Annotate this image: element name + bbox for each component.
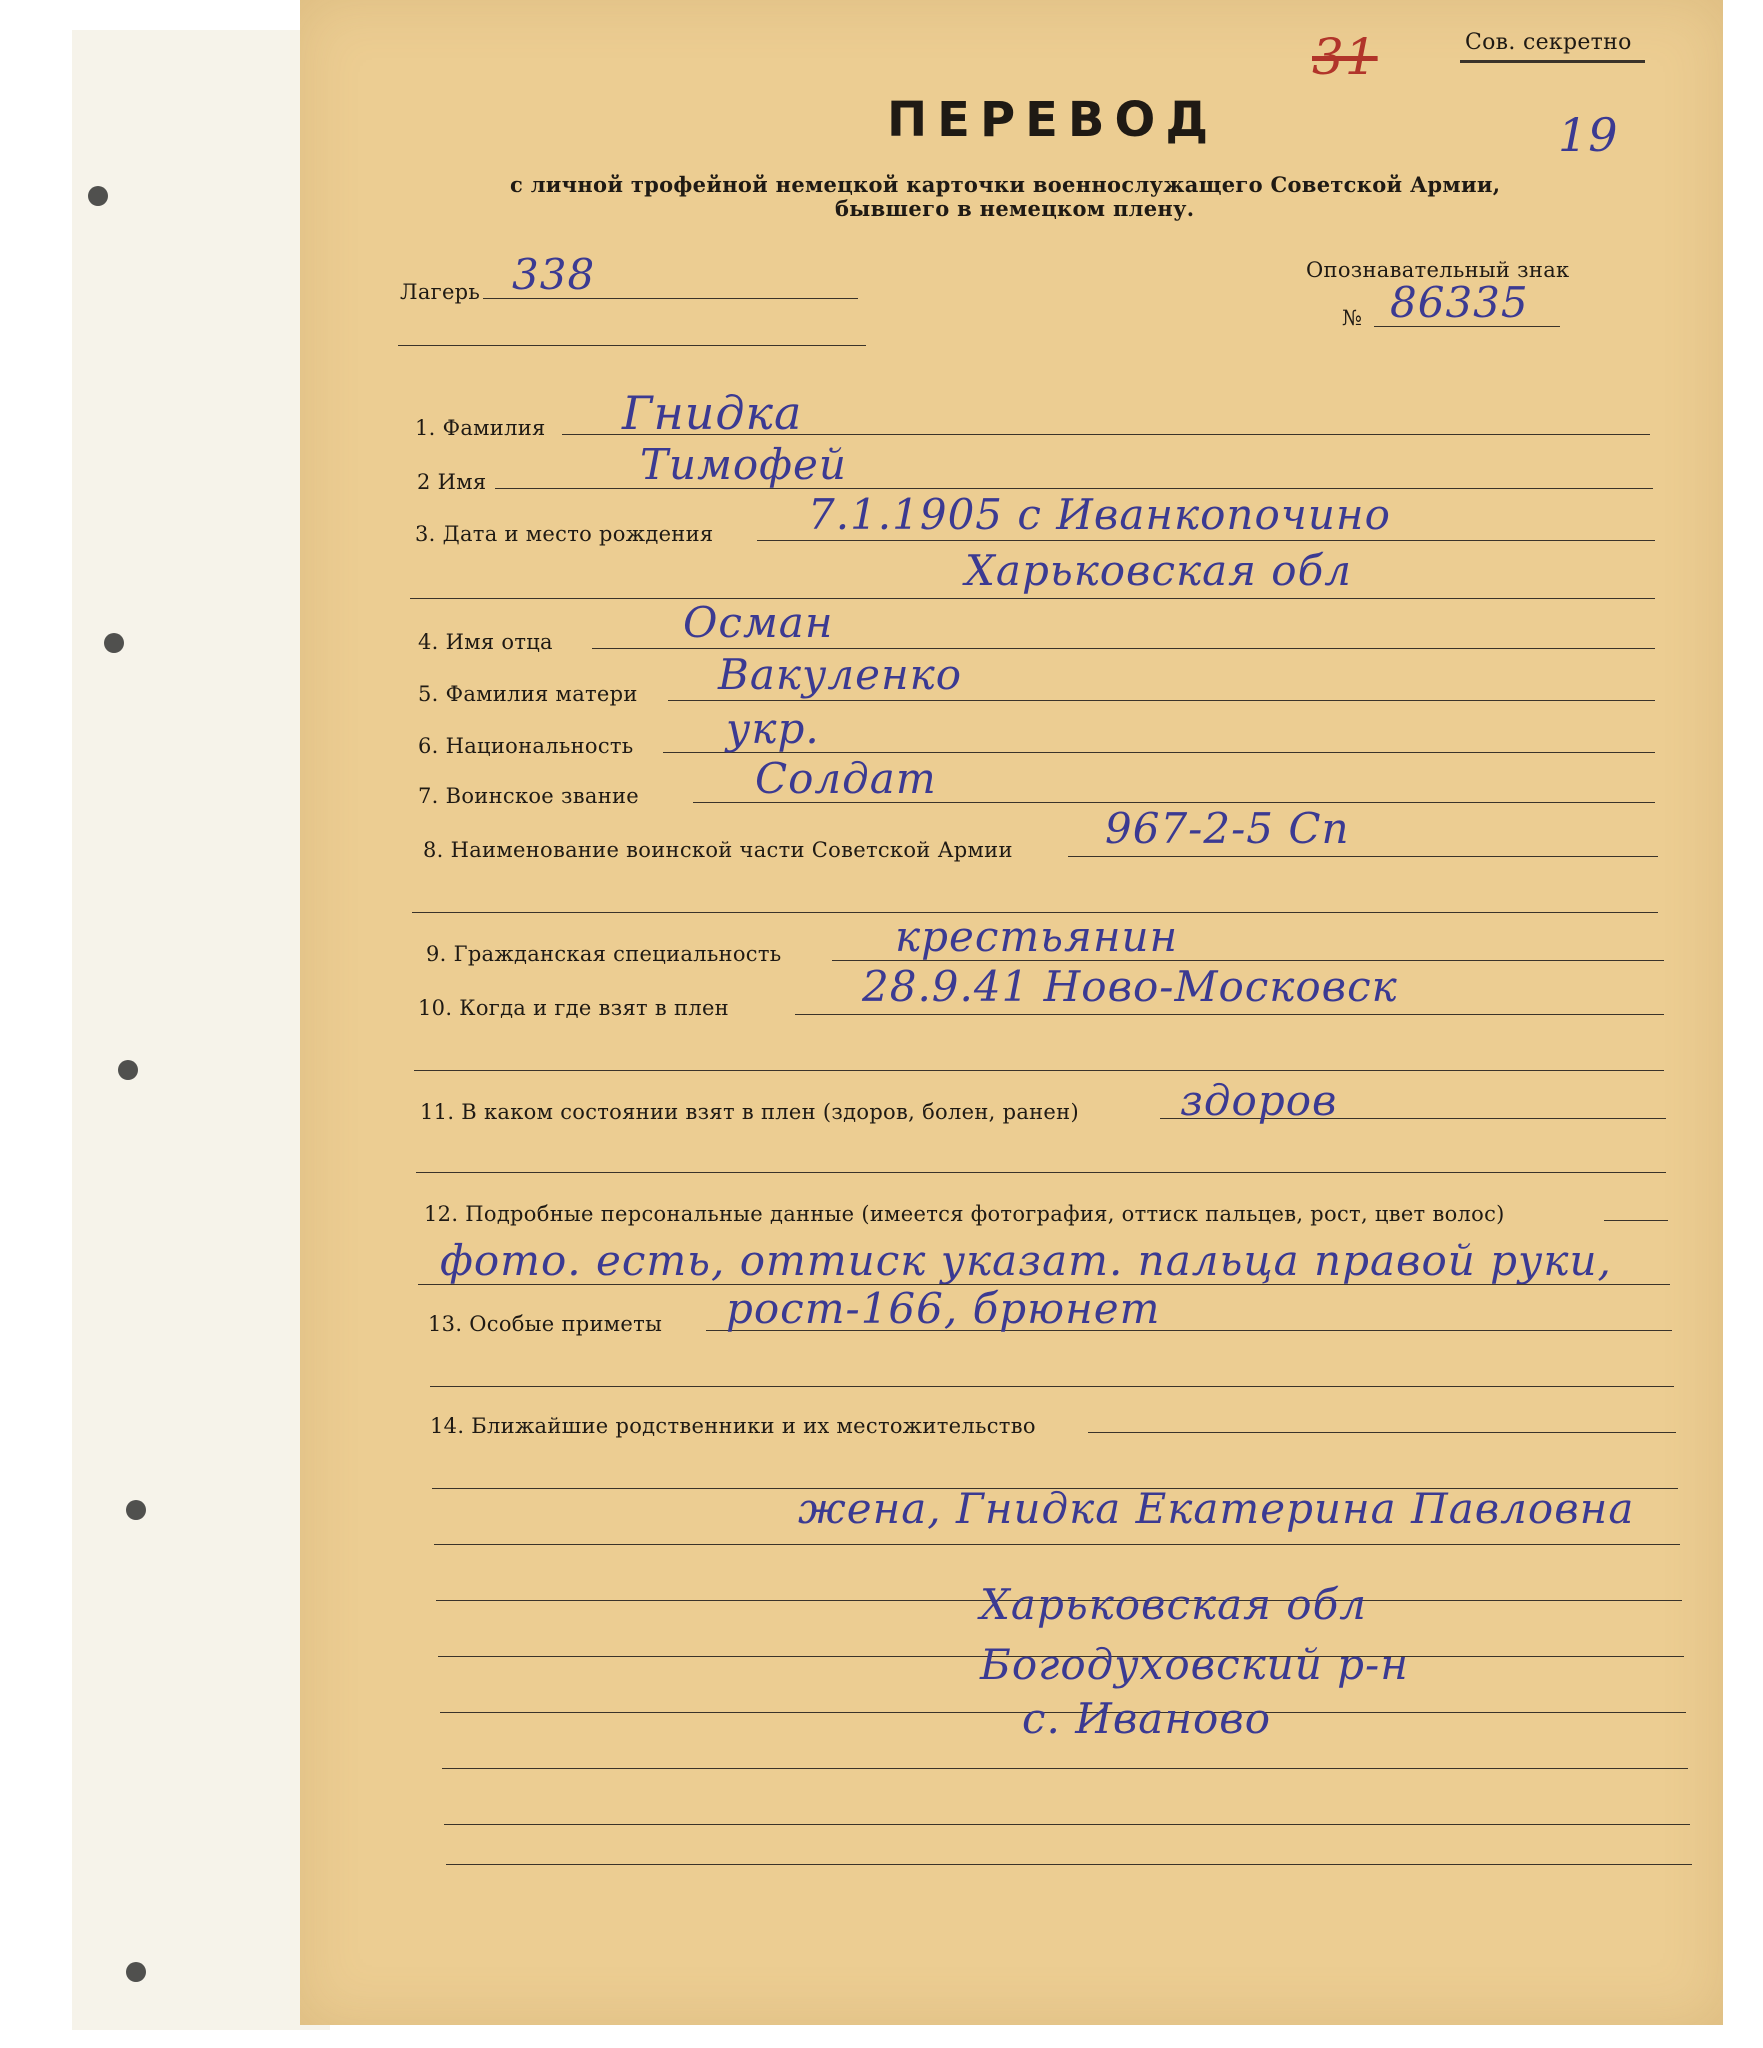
field-capture-line-2 (414, 1070, 1664, 1071)
field-mother-surname-value: Вакуленко (718, 650, 962, 699)
field-relatives-value-3: Богодуховский р-н (980, 1640, 1409, 1689)
field-nationality-value: укр. (726, 704, 820, 753)
field-relatives-value-1: жена, Гнидка Екатерина Павловна (798, 1484, 1635, 1533)
field-birth-label: 3. Дата и место рождения (415, 522, 714, 546)
field-personal-data-label: 12. Подробные персональные данные (имеется фотография, оттиск пальцев, рост, цвет волос) (424, 1202, 1505, 1226)
page-number: 19 (1558, 108, 1619, 162)
field-rank-label: 7. Воинское звание (418, 784, 640, 808)
field-relatives-value-4: с. Иваново (1022, 1694, 1272, 1743)
paper-margin-strip (72, 30, 330, 2030)
document-title: ПЕРЕВОД (887, 92, 1219, 148)
field-relatives-line-8 (444, 1824, 1690, 1825)
field-relatives-label: 14. Ближайшие родственники и их местожительство (430, 1414, 1036, 1438)
crossed-page-number: 31 (1312, 28, 1378, 86)
field-birth-value-2: Харьковская обл (965, 546, 1352, 595)
field-personal-data-line (1604, 1220, 1668, 1221)
field-first-name-label: 2 Имя (417, 470, 487, 494)
camp-label: Лагерь (400, 280, 481, 304)
document-subtitle-line1: с личной трофейной немецкой карточки военнослужащего Советской Армии, (510, 172, 1501, 197)
field-mother-surname-label: 5. Фамилия матери (418, 682, 638, 706)
punch-hole (88, 186, 108, 206)
field-surname-label: 1. Фамилия (415, 416, 546, 440)
field-relatives-line-3 (434, 1544, 1680, 1545)
document-subtitle-line2: бывшего в немецком плену. (835, 196, 1195, 221)
field-capture-condition-value: здоров (1180, 1076, 1338, 1125)
field-profession-value: крестьянин (895, 912, 1179, 961)
id-tag-label: Опознавательный знак (1306, 258, 1570, 282)
field-surname-value: Гнидка (622, 386, 803, 440)
field-relatives-value-2: Харьковская обл (980, 1580, 1367, 1629)
field-profession-label: 9. Гражданская специальность (426, 942, 782, 966)
field-personal-data-value: фото. есть, оттиск указат. пальца правой руки, (440, 1236, 1612, 1285)
punch-hole (126, 1500, 146, 1520)
field-capture-line (795, 1014, 1664, 1015)
field-father-name-label: 4. Имя отца (418, 630, 553, 654)
classification-label: Сов. секретно (1465, 30, 1632, 55)
field-special-marks-line-2 (430, 1386, 1674, 1387)
field-special-marks-value: рост-166, брюнет (726, 1284, 1161, 1333)
punch-hole (126, 1962, 146, 1982)
field-father-name-line (592, 648, 1655, 649)
field-relatives-line (1088, 1432, 1676, 1433)
field-capture-value: 28.9.41 Ново-Московск (862, 962, 1398, 1011)
camp-value: 338 (512, 250, 596, 299)
field-capture-condition-line-2 (416, 1172, 1666, 1173)
classification-underline (1460, 60, 1645, 63)
field-special-marks-label: 13. Особые приметы (428, 1312, 663, 1336)
id-tag-number-sign: № (1342, 306, 1363, 330)
field-relatives-line-7 (442, 1768, 1688, 1769)
field-birth-line (757, 540, 1655, 541)
field-first-name-value: Тимофей (640, 440, 847, 489)
field-nationality-label: 6. Национальность (418, 734, 634, 758)
field-military-unit-line (1068, 856, 1658, 857)
punch-hole (104, 633, 124, 653)
field-relatives-line-9 (446, 1864, 1692, 1865)
punch-hole (118, 1060, 138, 1080)
field-birth-line-2 (410, 598, 1655, 599)
field-capture-label: 10. Когда и где взят в плен (418, 996, 729, 1020)
field-father-name-value: Осман (683, 598, 834, 647)
camp-line-2 (398, 345, 866, 346)
field-rank-value: Солдат (755, 754, 937, 803)
field-military-unit-value: 967-2-5 Сп (1105, 804, 1350, 853)
field-birth-value: 7.1.1905 с Иванкопочино (808, 490, 1391, 539)
field-capture-condition-label: 11. В каком состоянии взят в плен (здоров, болен, ранен) (420, 1100, 1079, 1124)
field-military-unit-label: 8. Наименование воинской части Советской Армии (423, 838, 1013, 862)
field-mother-surname-line (668, 700, 1655, 701)
id-tag-value: 86335 (1390, 278, 1529, 327)
